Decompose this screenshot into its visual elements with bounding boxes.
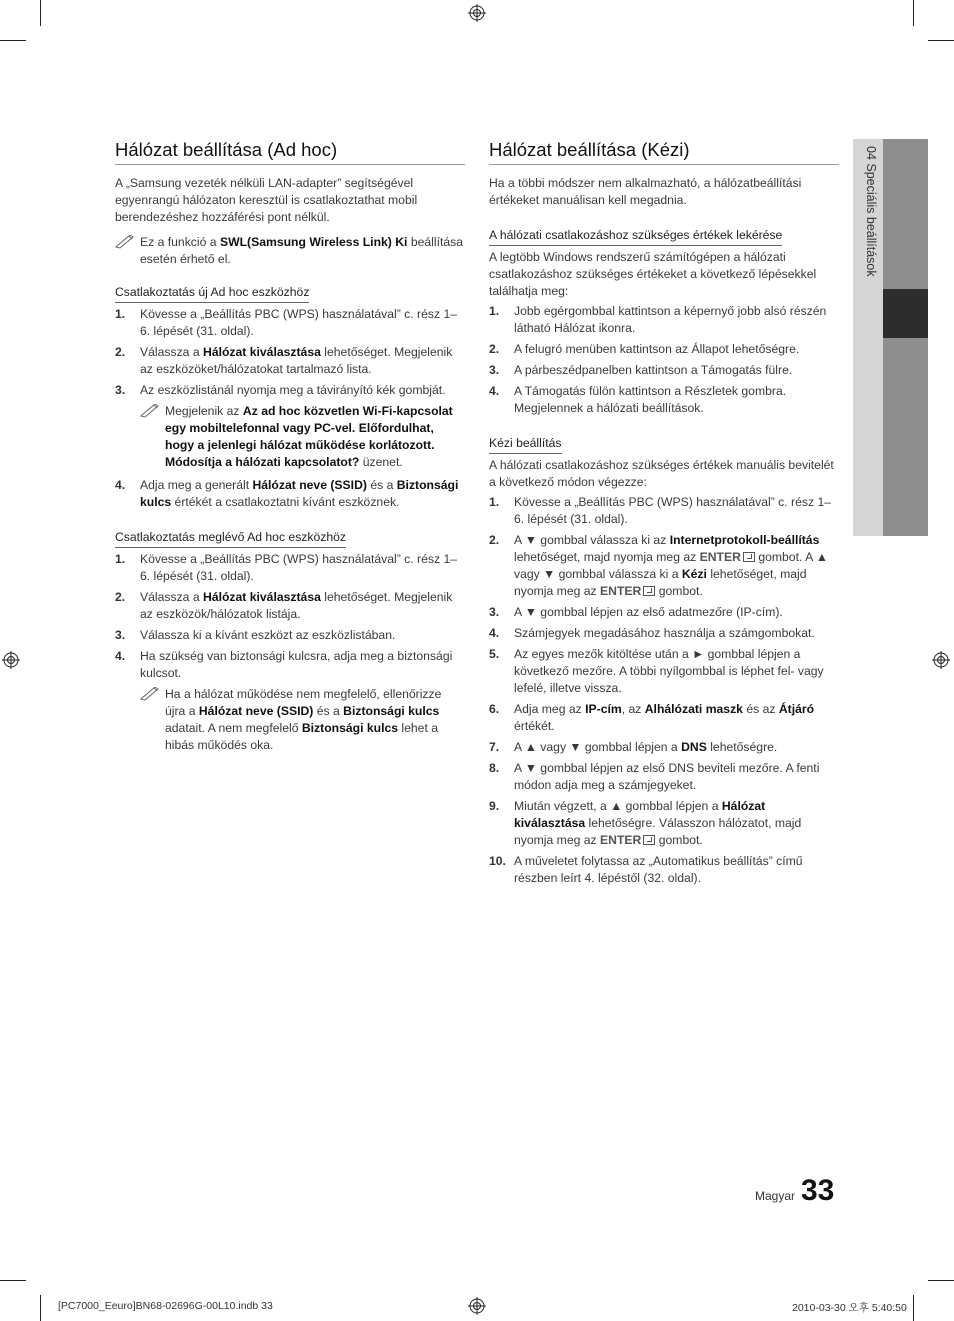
list-item: 4. Ha szükség van biztonsági kulcsra, adja meg a biztonsági kulcsot. Ha a hálózat működése nem megfelelő, ellenőrizze újra a Hálózat neve (SSID) és a Biztonsági kulcs adatait. A nem megfelelő Biztonsági kulcs lehet a hibás működés oka.	[115, 648, 465, 754]
chapter-label: 04 Speciális beállítások	[864, 146, 878, 277]
subheading-manual-setup: Kézi beállítás	[489, 435, 562, 454]
list-item: 3. A ▼ gombbal lépjen az első adatmezőre (IP-cím).	[489, 605, 783, 619]
registration-mark-icon	[2, 651, 20, 669]
intro-text: Ha a többi módszer nem alkalmazható, a hálózatbeállítási értékeket manuálisan kell megadnia.	[489, 176, 802, 207]
list-item: 8. A ▼ gombbal lépjen az első DNS beviteli mezőre. A fenti módon adja meg a számjegyeket.	[489, 761, 820, 792]
chapter-tab-active-marker	[883, 289, 928, 338]
crop-mark	[40, 0, 41, 26]
page-language: Magyar	[755, 1189, 796, 1203]
registration-mark-icon	[468, 1297, 486, 1315]
steps-list	[489, 494, 839, 887]
enter-key-label: ENTER	[699, 550, 741, 564]
crop-mark	[928, 1280, 954, 1281]
crop-mark	[0, 40, 26, 41]
chapter-tab-block	[883, 139, 928, 289]
list-item: 5. Az egyes mezők kitöltése után a ► gombbal lépjen a következő mezőre. A többi nyílgombbal is léphet fel- vagy lefelé, illetve vissza.	[489, 647, 824, 695]
crop-mark	[928, 40, 954, 41]
subheading-get-values: A hálózati csatlakozáshoz szükséges értékek lekérése	[489, 227, 782, 246]
chapter-tab-block	[883, 338, 928, 536]
subheading-new-adhoc: Csatlakoztatás új Ad hoc eszközhöz	[115, 284, 309, 303]
section-title-adhoc: Hálózat beállítása (Ad hoc)	[115, 138, 465, 165]
enter-icon	[643, 586, 655, 596]
list-item: 2. Válassza a Hálózat kiválasztása lehetőséget. Megjelenik az eszközöket/hálózatokat tartalmazó lista.	[115, 345, 453, 376]
note-pencil-icon	[140, 404, 160, 418]
right-column	[489, 138, 839, 893]
list-item: 1. Jobb egérgombbal kattintson a képernyő jobb alsó részén látható Hálózat ikonra.	[489, 304, 827, 335]
list-item: 9. Miután végzett, a ▲ gombbal lépjen a Hálózat kiválasztása lehetőségre. Válasszon hálózatot, majd nyomja meg az ENTER gombot.	[489, 799, 802, 847]
list-item: 4. A Támogatás fülön kattintson a Részletek gombra. Megjelennek a hálózati beállítások.	[489, 384, 787, 415]
footer-timestamp: 2010-03-30 오후 5:40:50	[792, 1302, 907, 1314]
list-item: 7. A ▲ vagy ▼ gombbal lépjen a DNS lehetőségre.	[489, 740, 778, 754]
list-item: 3. Az eszközlistánál nyomja meg a távirányító kék gombját. Megjelenik az Az ad hoc közvetlen Wi-Fi-kapcsolat egy mobiltelefonnal vagy PC-vel. Előfordulhat, hogy a jelenlegi hálózat működése korlátozott. Módosítja a hálózati kapcsolatot? üzenet.	[115, 382, 465, 471]
paragraph: A legtöbb Windows rendszerű számítógépen a hálózati csatlakozáshoz szükséges értékeket a következő lépésekkel találhatja meg:	[489, 250, 817, 298]
page-number: 33	[801, 1174, 835, 1207]
list-item: 2. Válassza a Hálózat kiválasztása lehetőséget. Megjelenik az eszközök/hálózatok listája.	[115, 590, 453, 621]
list-item: 1. Kövesse a „Beállítás PBC (WPS) használatával” c. rész 1–6. lépését (31. oldal).	[115, 307, 457, 338]
note: Megjelenik az Az ad hoc közvetlen Wi-Fi-kapcsolat egy mobiltelefonnal vagy PC-vel. Előfordulhat, hogy a jelenlegi hálózat működése korlátozott. Módosítja a hálózati kapcsolatot? üzenet.	[140, 403, 465, 471]
list-item: 4. Adja meg a generált Hálózat neve (SSID) és a Biztonsági kulcs értékét a csatlakoztatni kívánt eszköznek.	[115, 478, 459, 509]
list-item: 1. Kövesse a „Beállítás PBC (WPS) használatával” c. rész 1–6. lépését (31. oldal).	[489, 495, 831, 526]
registration-mark-icon	[468, 4, 486, 22]
list-item: 6. Adja meg az IP-cím, az Alhálózati maszk és az Átjáró értékét.	[489, 702, 815, 733]
intro-text: A „Samsung vezeték nélküli LAN-adapter” segítségével egyenrangú hálózaton keresztül is csatlakoztathat mobil berendezéshez hozzáférési pont nélkül.	[115, 176, 418, 224]
list-item: 1. Kövesse a „Beállítás PBC (WPS) használatával” c. rész 1–6. lépését (31. oldal).	[115, 552, 457, 583]
steps-list	[489, 303, 839, 417]
note-pencil-icon	[115, 235, 135, 249]
footer-file-info: [PC7000_Eeuro]BN68-02696G-00L10.indb 33	[58, 1300, 273, 1312]
enter-key-label: ENTER	[600, 833, 642, 847]
enter-icon	[643, 835, 655, 845]
list-item: 3. A párbeszédpanelben kattintson a Támogatás fülre.	[489, 363, 793, 377]
section-title-manual: Hálózat beállítása (Kézi)	[489, 138, 839, 165]
note: Ez a funkció a SWL(Samsung Wireless Link) Ki beállítása esetén érhető el.	[115, 234, 465, 268]
crop-mark	[913, 0, 914, 26]
list-item: 3. Válassza ki a kívánt eszközt az eszközlistában.	[115, 628, 396, 642]
list-item: 2. A ▼ gombbal válassza ki az Internetprotokoll-beállítás lehetőséget, majd nyomja meg az ENTER gombot. A ▲ vagy ▼ gombbal válassza ki a Kézi lehetőséget, majd nyomja meg az ENTER gombot.	[489, 533, 828, 598]
note-pencil-icon	[140, 687, 160, 701]
paragraph: A hálózati csatlakozáshoz szükséges értékek manuális bevitelét a következő módon végezze:	[489, 458, 834, 489]
crop-mark	[913, 1295, 914, 1321]
subheading-existing-adhoc: Csatlakoztatás meglévő Ad hoc eszközhöz	[115, 529, 346, 548]
registration-mark-icon	[932, 651, 950, 669]
list-item: 4. Számjegyek megadásához használja a számgombokat.	[489, 626, 815, 640]
enter-icon	[743, 552, 755, 562]
left-column	[115, 138, 465, 760]
crop-mark	[0, 1280, 26, 1281]
note: Ha a hálózat működése nem megfelelő, ellenőrizze újra a Hálózat neve (SSID) és a Biztonsági kulcs adatait. A nem megfelelő Biztonsági kulcs lehet a hibás működés oka.	[140, 686, 465, 754]
list-item: 10. A műveletet folytassa az „Automatikus beállítás” című részben leírt 4. lépéstől (32. oldal).	[489, 854, 803, 885]
list-item: 2. A felugró menüben kattintson az Állapot lehetőségre.	[489, 342, 800, 356]
enter-key-label: ENTER	[600, 584, 642, 598]
steps-list	[115, 306, 465, 511]
crop-mark	[40, 1295, 41, 1321]
steps-list	[115, 551, 465, 754]
